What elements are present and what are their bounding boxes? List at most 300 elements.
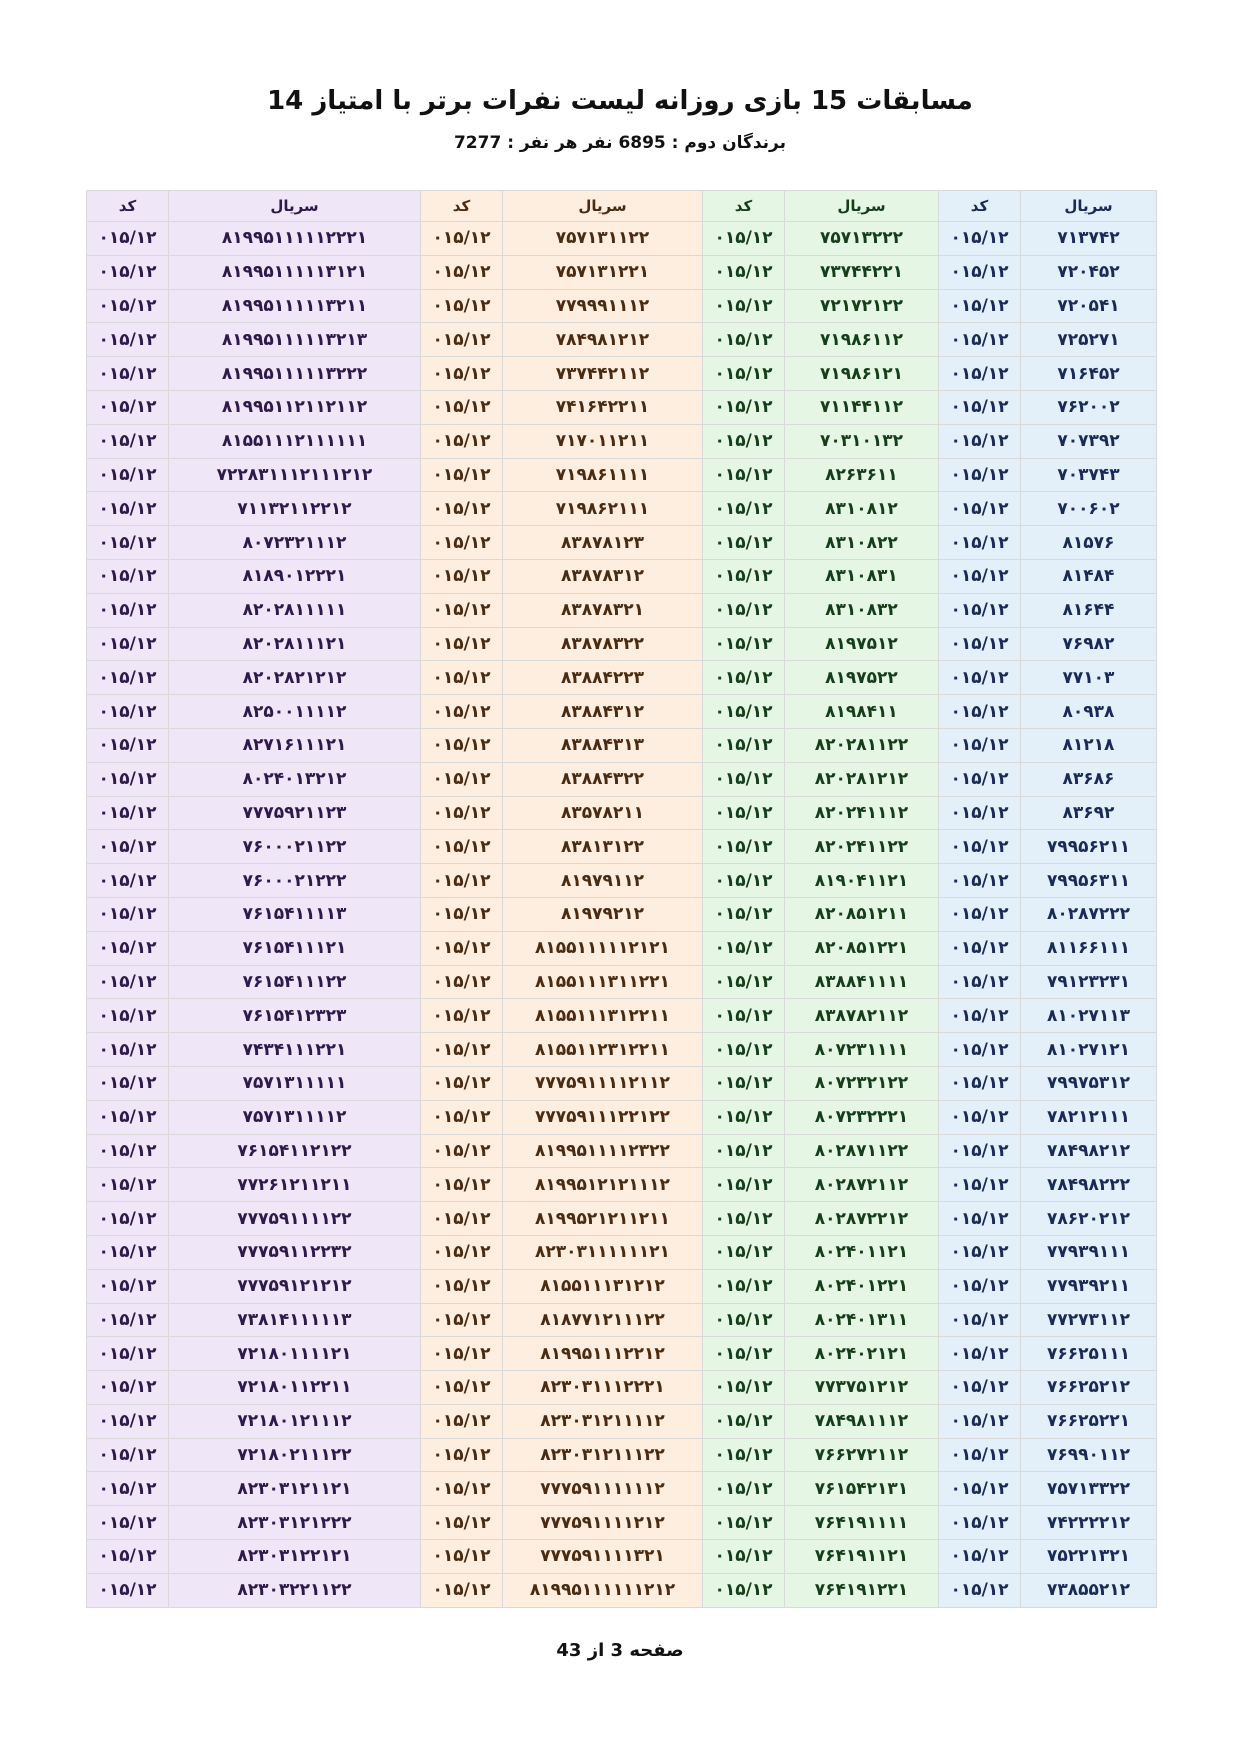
serial-cell: ۷۰۳۷۴۳ bbox=[1021, 458, 1157, 492]
code-cell: ۰۱۵/۱۲ bbox=[87, 357, 169, 391]
table-row bbox=[87, 1506, 1157, 1540]
code-cell: ۰۱۵/۱۲ bbox=[703, 661, 785, 695]
code-cell: ۰۱۵/۱۲ bbox=[421, 526, 503, 560]
code-cell: ۰۱۵/۱۲ bbox=[87, 458, 169, 492]
table-row bbox=[87, 390, 1157, 424]
serial-cell: ۸۳۸۸۴۲۲۳ bbox=[503, 661, 703, 695]
code-cell: ۰۱۵/۱۲ bbox=[421, 1202, 503, 1236]
code-cell: ۰۱۵/۱۲ bbox=[939, 559, 1021, 593]
serial-cell: ۸۰۲۴۰۱۱۲۱ bbox=[785, 1235, 939, 1269]
serial-cell: ۸۱۹۹۵۱۱۲۱۱۲۱۱۲ bbox=[169, 390, 421, 424]
table-row bbox=[87, 965, 1157, 999]
page-number: صفحه 3 از 43 bbox=[556, 1640, 684, 1661]
table-row bbox=[87, 1438, 1157, 1472]
serial-cell: ۸۱۵۷۶ bbox=[1021, 526, 1157, 560]
code-cell: ۰۱۵/۱۲ bbox=[703, 931, 785, 965]
serial-cell: ۷۲۰۵۴۱ bbox=[1021, 289, 1157, 323]
serial-cell: ۸۱۸۹۰۱۲۲۲۱ bbox=[169, 559, 421, 593]
serial-cell: ۷۲۲۸۳۱۱۱۲۱۱۱۲۱۲ bbox=[169, 458, 421, 492]
serial-cell: ۸۳۸۸۴۱۱۱۱ bbox=[785, 965, 939, 999]
code-cell: ۰۱۵/۱۲ bbox=[703, 1404, 785, 1438]
code-cell: ۰۱۵/۱۲ bbox=[87, 1134, 169, 1168]
code-cell: ۰۱۵/۱۲ bbox=[939, 323, 1021, 357]
table-row bbox=[87, 357, 1157, 391]
table-row bbox=[87, 1066, 1157, 1100]
code-cell: ۰۱۵/۱۲ bbox=[421, 796, 503, 830]
serial-cell: ۸۳۶۸۶ bbox=[1021, 762, 1157, 796]
code-cell: ۰۱۵/۱۲ bbox=[87, 830, 169, 864]
code-cell: ۰۱۵/۱۲ bbox=[939, 1438, 1021, 1472]
code-cell: ۰۱۵/۱۲ bbox=[703, 1100, 785, 1134]
code-cell: ۰۱۵/۱۲ bbox=[939, 1033, 1021, 1067]
serial-cell: ۸۲۳۰۳۱۲۱۱۲۱ bbox=[169, 1472, 421, 1506]
code-cell: ۰۱۵/۱۲ bbox=[703, 1168, 785, 1202]
code-cell: ۰۱۵/۱۲ bbox=[703, 593, 785, 627]
column-header-serial: سریال bbox=[785, 191, 939, 222]
code-cell: ۰۱۵/۱۲ bbox=[87, 796, 169, 830]
serial-cell: ۸۰۲۴۰۱۳۱۱ bbox=[785, 1303, 939, 1337]
serial-cell: ۷۴۱۶۴۲۲۱۱ bbox=[503, 390, 703, 424]
serial-cell: ۷۸۲۱۲۱۱۱ bbox=[1021, 1100, 1157, 1134]
serial-cell: ۸۳۵۷۸۲۱۱ bbox=[503, 796, 703, 830]
serial-cell: ۸۳۸۷۸۳۲۲ bbox=[503, 627, 703, 661]
code-cell: ۰۱۵/۱۲ bbox=[421, 864, 503, 898]
serial-cell: ۸۳۸۸۴۳۱۳ bbox=[503, 728, 703, 762]
code-cell: ۰۱۵/۱۲ bbox=[421, 390, 503, 424]
code-cell: ۰۱۵/۱۲ bbox=[703, 255, 785, 289]
table-row bbox=[87, 897, 1157, 931]
code-cell: ۰۱۵/۱۲ bbox=[421, 999, 503, 1033]
table-row bbox=[87, 1303, 1157, 1337]
code-cell: ۰۱۵/۱۲ bbox=[421, 424, 503, 458]
table-row bbox=[87, 424, 1157, 458]
code-cell: ۰۱۵/۱۲ bbox=[421, 1506, 503, 1540]
serial-cell: ۸۳۸۷۸۲۱۱۲ bbox=[785, 999, 939, 1033]
serial-cell: ۸۲۰۸۵۱۲۱۱ bbox=[785, 897, 939, 931]
code-cell: ۰۱۵/۱۲ bbox=[421, 1066, 503, 1100]
code-cell: ۰۱۵/۱۲ bbox=[87, 1438, 169, 1472]
serial-cell: ۷۶۴۱۹۱۱۲۱ bbox=[785, 1540, 939, 1574]
code-cell: ۰۱۵/۱۲ bbox=[939, 492, 1021, 526]
serial-cell: ۸۳۱۰۸۳۲ bbox=[785, 593, 939, 627]
serial-cell: ۷۷۷۵۹۱۱۱۱۱۱۲ bbox=[503, 1472, 703, 1506]
code-cell: ۰۱۵/۱۲ bbox=[939, 458, 1021, 492]
serial-cell: ۷۶۹۸۲ bbox=[1021, 627, 1157, 661]
serial-cell: ۸۱۸۷۷۱۲۱۱۱۲۲ bbox=[503, 1303, 703, 1337]
table-row bbox=[87, 559, 1157, 593]
serial-cell: ۷۷۹۳۹۲۱۱ bbox=[1021, 1269, 1157, 1303]
table-row bbox=[87, 1134, 1157, 1168]
table-header-row bbox=[87, 191, 1157, 222]
code-cell: ۰۱۵/۱۲ bbox=[87, 864, 169, 898]
code-cell: ۰۱۵/۱۲ bbox=[87, 728, 169, 762]
serial-cell: ۸۱۹۷۵۱۲ bbox=[785, 627, 939, 661]
serial-cell: ۷۶۶۲۷۲۱۱۲ bbox=[785, 1438, 939, 1472]
table-row bbox=[87, 1033, 1157, 1067]
serial-cell: ۷۲۵۲۷۱ bbox=[1021, 323, 1157, 357]
code-cell: ۰۱۵/۱۲ bbox=[87, 762, 169, 796]
serial-cell: ۸۰۲۴۰۲۱۲۱ bbox=[785, 1337, 939, 1371]
code-cell: ۰۱۵/۱۲ bbox=[87, 1404, 169, 1438]
serial-cell: ۷۶۱۵۴۱۱۱۱۳ bbox=[169, 897, 421, 931]
table-row bbox=[87, 1269, 1157, 1303]
serial-cell: ۷۶۴۱۹۱۱۱۱ bbox=[785, 1506, 939, 1540]
serial-cell: ۷۱۱۳۲۱۱۲۲۱۲ bbox=[169, 492, 421, 526]
serial-cell: ۸۳۱۰۸۲۲ bbox=[785, 526, 939, 560]
code-cell: ۰۱۵/۱۲ bbox=[703, 222, 785, 256]
serial-cell: ۸۱۹۹۵۱۱۱۱۱۳۲۲۲ bbox=[169, 357, 421, 391]
code-cell: ۰۱۵/۱۲ bbox=[87, 526, 169, 560]
code-cell: ۰۱۵/۱۲ bbox=[939, 1202, 1021, 1236]
code-cell: ۰۱۵/۱۲ bbox=[939, 1371, 1021, 1405]
serial-cell: ۷۱۶۴۵۲ bbox=[1021, 357, 1157, 391]
serial-cell: ۷۷۱۰۳ bbox=[1021, 661, 1157, 695]
code-cell: ۰۱۵/۱۲ bbox=[939, 1303, 1021, 1337]
serial-cell: ۸۲۰۸۵۱۲۲۱ bbox=[785, 931, 939, 965]
code-cell: ۰۱۵/۱۲ bbox=[703, 796, 785, 830]
code-cell: ۰۱۵/۱۲ bbox=[703, 999, 785, 1033]
code-cell: ۰۱۵/۱۲ bbox=[87, 965, 169, 999]
code-cell: ۰۱۵/۱۲ bbox=[939, 1168, 1021, 1202]
code-cell: ۰۱۵/۱۲ bbox=[87, 661, 169, 695]
code-cell: ۰۱۵/۱۲ bbox=[939, 1472, 1021, 1506]
code-cell: ۰۱۵/۱۲ bbox=[421, 1438, 503, 1472]
serial-cell: ۷۷۷۵۹۱۱۱۲۲۱۲۲ bbox=[503, 1100, 703, 1134]
serial-cell: ۷۵۷۱۳۱۱۱۱۱ bbox=[169, 1066, 421, 1100]
serial-cell: ۸۳۱۰۸۱۲ bbox=[785, 492, 939, 526]
serial-cell: ۸۲۰۲۸۱۱۲۲ bbox=[785, 728, 939, 762]
code-cell: ۰۱۵/۱۲ bbox=[87, 1472, 169, 1506]
code-cell: ۰۱۵/۱۲ bbox=[703, 695, 785, 729]
serial-cell: ۸۱۹۷۹۲۱۲ bbox=[503, 897, 703, 931]
code-cell: ۰۱۵/۱۲ bbox=[87, 559, 169, 593]
code-cell: ۰۱۵/۱۲ bbox=[703, 390, 785, 424]
table-row bbox=[87, 1573, 1157, 1607]
serial-cell: ۷۷۲۶۱۲۱۱۲۱۱ bbox=[169, 1168, 421, 1202]
serial-cell: ۷۷۷۵۹۱۱۱۱۳۲۱ bbox=[503, 1540, 703, 1574]
serial-cell: ۸۲۰۲۸۱۱۱۲۱ bbox=[169, 627, 421, 661]
serial-cell: ۷۵۲۲۱۳۲۱ bbox=[1021, 1540, 1157, 1574]
serial-cell: ۷۵۷۱۳۲۲۲ bbox=[785, 222, 939, 256]
table-row bbox=[87, 796, 1157, 830]
serial-cell: ۸۲۳۰۳۱۲۱۲۲۲ bbox=[169, 1506, 421, 1540]
code-cell: ۰۱۵/۱۲ bbox=[87, 1269, 169, 1303]
serial-cell: ۸۲۵۰۰۱۱۱۱۲ bbox=[169, 695, 421, 729]
serial-cell: ۸۳۸۷۸۱۲۳ bbox=[503, 526, 703, 560]
code-cell: ۰۱۵/۱۲ bbox=[421, 492, 503, 526]
serial-cell: ۸۲۰۲۴۱۱۱۲ bbox=[785, 796, 939, 830]
serial-cell: ۷۶۱۵۴۱۱۲۱۲۲ bbox=[169, 1134, 421, 1168]
code-cell: ۰۱۵/۱۲ bbox=[421, 289, 503, 323]
table-row bbox=[87, 1168, 1157, 1202]
serial-cell: ۷۹۹۷۵۳۱۲ bbox=[1021, 1066, 1157, 1100]
code-cell: ۰۱۵/۱۲ bbox=[421, 1269, 503, 1303]
serial-cell: ۷۵۷۱۳۱۱۱۱۲ bbox=[169, 1100, 421, 1134]
page-subtitle: برندگان دوم : 6895 نفر هر نفر : 7277 bbox=[453, 133, 787, 153]
serial-cell: ۷۷۷۵۹۱۱۱۱۲۲ bbox=[169, 1202, 421, 1236]
table-row bbox=[87, 1472, 1157, 1506]
table-body bbox=[87, 222, 1157, 1608]
serial-cell: ۸۰۷۲۳۲۱۱۱۲ bbox=[169, 526, 421, 560]
serial-cell: ۸۰۷۲۳۲۱۲۲ bbox=[785, 1066, 939, 1100]
table-row bbox=[87, 1404, 1157, 1438]
serial-cell: ۷۰۳۱۰۱۳۲ bbox=[785, 424, 939, 458]
code-cell: ۰۱۵/۱۲ bbox=[703, 526, 785, 560]
code-cell: ۰۱۵/۱۲ bbox=[421, 255, 503, 289]
serial-cell: ۷۳۷۴۴۲۲۱ bbox=[785, 255, 939, 289]
serial-cell: ۸۰۲۸۷۲۲۱۲ bbox=[785, 1202, 939, 1236]
code-cell: ۰۱۵/۱۲ bbox=[421, 593, 503, 627]
code-cell: ۰۱۵/۱۲ bbox=[939, 897, 1021, 931]
code-cell: ۰۱۵/۱۲ bbox=[421, 323, 503, 357]
serial-cell: ۷۵۷۱۳۱۲۲۱ bbox=[503, 255, 703, 289]
serial-cell: ۸۰۷۲۳۱۱۱۱ bbox=[785, 1033, 939, 1067]
code-cell: ۰۱۵/۱۲ bbox=[421, 1134, 503, 1168]
code-cell: ۰۱۵/۱۲ bbox=[87, 999, 169, 1033]
serial-cell: ۸۱۹۷۹۱۱۲ bbox=[503, 864, 703, 898]
table-row bbox=[87, 1337, 1157, 1371]
code-cell: ۰۱۵/۱۲ bbox=[421, 458, 503, 492]
serial-cell: ۷۶۱۵۴۱۱۱۲۲ bbox=[169, 965, 421, 999]
code-cell: ۰۱۵/۱۲ bbox=[421, 1235, 503, 1269]
serial-cell: ۸۲۳۰۳۱۱۱۲۲۲۱ bbox=[503, 1371, 703, 1405]
code-cell: ۰۱۵/۱۲ bbox=[939, 1269, 1021, 1303]
serial-cell: ۸۱۹۹۵۲۱۲۱۱۲۱۱ bbox=[503, 1202, 703, 1236]
code-cell: ۰۱۵/۱۲ bbox=[87, 1303, 169, 1337]
page-title: مسابقات 15 بازی روزانه لیست نفرات برتر با امتیاز 14 bbox=[267, 86, 973, 116]
serial-cell: ۸۳۸۱۳۱۲۲ bbox=[503, 830, 703, 864]
code-cell: ۰۱۵/۱۲ bbox=[703, 1303, 785, 1337]
serial-cell: ۷۶۶۲۵۱۱۱ bbox=[1021, 1337, 1157, 1371]
serial-cell: ۷۲۰۴۵۲ bbox=[1021, 255, 1157, 289]
serial-cell: ۷۶۶۲۵۲۲۱ bbox=[1021, 1404, 1157, 1438]
serial-cell: ۸۳۱۰۸۳۱ bbox=[785, 559, 939, 593]
serial-cell: ۸۲۰۲۸۲۱۲۱۲ bbox=[169, 661, 421, 695]
serial-cell: ۸۱۹۹۵۱۱۱۲۲۱۲ bbox=[503, 1337, 703, 1371]
serial-cell: ۷۷۹۳۹۱۱۱ bbox=[1021, 1235, 1157, 1269]
code-cell: ۰۱۵/۱۲ bbox=[939, 390, 1021, 424]
column-header-serial: سریال bbox=[1021, 191, 1157, 222]
code-cell: ۰۱۵/۱۲ bbox=[421, 357, 503, 391]
code-cell: ۰۱۵/۱۲ bbox=[421, 222, 503, 256]
code-cell: ۰۱۵/۱۲ bbox=[87, 255, 169, 289]
serial-cell: ۸۱۹۹۵۱۱۱۱۱۳۲۱۳ bbox=[169, 323, 421, 357]
code-cell: ۰۱۵/۱۲ bbox=[939, 661, 1021, 695]
code-cell: ۰۱۵/۱۲ bbox=[703, 1540, 785, 1574]
code-cell: ۰۱۵/۱۲ bbox=[939, 864, 1021, 898]
code-cell: ۰۱۵/۱۲ bbox=[421, 1371, 503, 1405]
code-cell: ۰۱۵/۱۲ bbox=[421, 1472, 503, 1506]
code-cell: ۰۱۵/۱۲ bbox=[421, 830, 503, 864]
column-header-code: کد bbox=[421, 191, 503, 222]
code-cell: ۰۱۵/۱۲ bbox=[421, 931, 503, 965]
serial-cell: ۸۳۸۸۴۳۱۲ bbox=[503, 695, 703, 729]
code-cell: ۰۱۵/۱۲ bbox=[421, 1404, 503, 1438]
code-cell: ۰۱۵/۱۲ bbox=[703, 1033, 785, 1067]
code-cell: ۰۱۵/۱۲ bbox=[939, 762, 1021, 796]
serial-cell: ۷۶۱۵۴۲۱۳۱ bbox=[785, 1472, 939, 1506]
serial-cell: ۸۲۳۰۳۱۱۱۱۱۱۲۱ bbox=[503, 1235, 703, 1269]
code-cell: ۰۱۵/۱۲ bbox=[703, 1506, 785, 1540]
code-cell: ۰۱۵/۱۲ bbox=[87, 627, 169, 661]
code-cell: ۰۱۵/۱۲ bbox=[939, 1337, 1021, 1371]
code-cell: ۰۱۵/۱۲ bbox=[939, 1404, 1021, 1438]
serial-cell: ۷۱۹۸۶۱۱۲ bbox=[785, 323, 939, 357]
table-row bbox=[87, 931, 1157, 965]
serial-cell: ۸۲۳۰۳۱۲۱۱۱۱۲ bbox=[503, 1404, 703, 1438]
code-cell: ۰۱۵/۱۲ bbox=[939, 357, 1021, 391]
column-header-serial: سریال bbox=[169, 191, 421, 222]
serial-cell: ۷۷۷۵۹۲۱۱۲۳ bbox=[169, 796, 421, 830]
code-cell: ۰۱۵/۱۲ bbox=[421, 762, 503, 796]
code-cell: ۰۱۵/۱۲ bbox=[421, 1337, 503, 1371]
serial-cell: ۷۰۷۳۹۲ bbox=[1021, 424, 1157, 458]
serial-cell: ۸۱۱۶۶۱۱۱ bbox=[1021, 931, 1157, 965]
serial-cell: ۸۱۹۹۵۱۱۱۱۱۱۲۱۲ bbox=[503, 1573, 703, 1607]
serial-cell: ۸۱۹۹۵۱۱۱۱۱۲۲۲۱ bbox=[169, 222, 421, 256]
serial-cell: ۷۷۳۷۵۱۲۱۲ bbox=[785, 1371, 939, 1405]
code-cell: ۰۱۵/۱۲ bbox=[421, 1168, 503, 1202]
code-cell: ۰۱۵/۱۲ bbox=[939, 695, 1021, 729]
code-cell: ۰۱۵/۱۲ bbox=[87, 695, 169, 729]
serial-cell: ۷۳۷۴۴۲۱۱۲ bbox=[503, 357, 703, 391]
table-row bbox=[87, 695, 1157, 729]
serial-cell: ۸۰۲۸۷۲۱۱۲ bbox=[785, 1168, 939, 1202]
serial-cell: ۸۱۵۵۱۱۱۲۱۱۱۱۱۱ bbox=[169, 424, 421, 458]
serial-cell: ۸۲۳۰۳۱۲۲۱۲۱ bbox=[169, 1540, 421, 1574]
code-cell: ۰۱۵/۱۲ bbox=[87, 289, 169, 323]
code-cell: ۰۱۵/۱۲ bbox=[939, 1540, 1021, 1574]
code-cell: ۰۱۵/۱۲ bbox=[703, 1573, 785, 1607]
serial-cell: ۷۷۷۵۹۱۱۲۲۳۲ bbox=[169, 1235, 421, 1269]
code-cell: ۰۱۵/۱۲ bbox=[703, 424, 785, 458]
table-row bbox=[87, 661, 1157, 695]
code-cell: ۰۱۵/۱۲ bbox=[87, 1066, 169, 1100]
serial-cell: ۸۱۵۵۱۱۱۳۱۱۲۲۱ bbox=[503, 965, 703, 999]
table-row bbox=[87, 1202, 1157, 1236]
code-cell: ۰۱۵/۱۲ bbox=[939, 1506, 1021, 1540]
serial-cell: ۷۹۱۲۳۲۳۱ bbox=[1021, 965, 1157, 999]
column-header-code: کد bbox=[939, 191, 1021, 222]
serial-cell: ۸۱۶۴۴ bbox=[1021, 593, 1157, 627]
code-cell: ۰۱۵/۱۲ bbox=[939, 222, 1021, 256]
serial-cell: ۸۰۲۸۷۲۲۲ bbox=[1021, 897, 1157, 931]
table-row bbox=[87, 492, 1157, 526]
serial-cell: ۸۲۳۰۳۱۲۱۱۱۲۲ bbox=[503, 1438, 703, 1472]
code-cell: ۰۱۵/۱۲ bbox=[703, 728, 785, 762]
serial-cell: ۸۰۹۳۸ bbox=[1021, 695, 1157, 729]
code-cell: ۰۱۵/۱۲ bbox=[87, 931, 169, 965]
code-cell: ۰۱۵/۱۲ bbox=[703, 1235, 785, 1269]
code-cell: ۰۱۵/۱۲ bbox=[421, 1573, 503, 1607]
serial-cell: ۷۸۴۹۸۲۲۲ bbox=[1021, 1168, 1157, 1202]
code-cell: ۰۱۵/۱۲ bbox=[939, 1100, 1021, 1134]
code-cell: ۰۱۵/۱۲ bbox=[87, 424, 169, 458]
code-cell: ۰۱۵/۱۲ bbox=[421, 965, 503, 999]
serial-cell: ۷۶۲۰۰۲ bbox=[1021, 390, 1157, 424]
table-row bbox=[87, 830, 1157, 864]
serial-cell: ۸۲۳۰۳۲۲۱۱۲۲ bbox=[169, 1573, 421, 1607]
code-cell: ۰۱۵/۱۲ bbox=[703, 357, 785, 391]
serial-cell: ۷۶۹۹۰۱۱۲ bbox=[1021, 1438, 1157, 1472]
serial-cell: ۸۲۰۲۸۱۲۱۲ bbox=[785, 762, 939, 796]
serial-cell: ۷۶۱۵۴۱۱۱۲۱ bbox=[169, 931, 421, 965]
serial-cell: ۷۲۱۸۰۲۱۱۱۲۲ bbox=[169, 1438, 421, 1472]
code-cell: ۰۱۵/۱۲ bbox=[703, 1438, 785, 1472]
code-cell: ۰۱۵/۱۲ bbox=[939, 1573, 1021, 1607]
serial-cell: ۷۸۴۹۸۲۱۲ bbox=[1021, 1134, 1157, 1168]
code-cell: ۰۱۵/۱۲ bbox=[703, 1269, 785, 1303]
serial-cell: ۷۷۷۵۹۱۱۱۱۲۱۲ bbox=[503, 1506, 703, 1540]
serial-cell: ۷۲۱۸۰۱۱۱۱۲۱ bbox=[169, 1337, 421, 1371]
code-cell: ۰۱۵/۱۲ bbox=[421, 695, 503, 729]
code-cell: ۰۱۵/۱۲ bbox=[939, 424, 1021, 458]
table-row bbox=[87, 323, 1157, 357]
table-row bbox=[87, 728, 1157, 762]
serial-cell: ۸۳۸۷۸۳۱۲ bbox=[503, 559, 703, 593]
serial-cell: ۸۰۲۸۷۱۱۲۲ bbox=[785, 1134, 939, 1168]
code-cell: ۰۱۵/۱۲ bbox=[87, 1100, 169, 1134]
serial-cell: ۸۲۰۲۸۱۱۱۱۱ bbox=[169, 593, 421, 627]
serial-cell: ۸۱۵۵۱۱۱۱۱۲۱۲۱ bbox=[503, 931, 703, 965]
code-cell: ۰۱۵/۱۲ bbox=[703, 492, 785, 526]
serial-cell: ۷۹۹۵۶۲۱۱ bbox=[1021, 830, 1157, 864]
code-cell: ۰۱۵/۱۲ bbox=[703, 864, 785, 898]
code-cell: ۰۱۵/۱۲ bbox=[87, 1235, 169, 1269]
serial-cell: ۸۱۴۸۴ bbox=[1021, 559, 1157, 593]
table-row bbox=[87, 1371, 1157, 1405]
code-cell: ۰۱۵/۱۲ bbox=[939, 255, 1021, 289]
serial-cell: ۸۱۹۷۵۲۲ bbox=[785, 661, 939, 695]
code-cell: ۰۱۵/۱۲ bbox=[939, 1066, 1021, 1100]
code-cell: ۰۱۵/۱۲ bbox=[87, 1540, 169, 1574]
table-row bbox=[87, 999, 1157, 1033]
serial-cell: ۷۲۱۷۲۱۲۲ bbox=[785, 289, 939, 323]
code-cell: ۰۱۵/۱۲ bbox=[703, 458, 785, 492]
serial-cell: ۷۱۹۸۶۱۲۱ bbox=[785, 357, 939, 391]
code-cell: ۰۱۵/۱۲ bbox=[421, 1303, 503, 1337]
serial-cell: ۷۱۹۸۶۱۱۱۱ bbox=[503, 458, 703, 492]
serial-cell: ۸۱۹۹۵۱۱۱۱۲۳۲۲ bbox=[503, 1134, 703, 1168]
table-row bbox=[87, 762, 1157, 796]
serial-cell: ۷۸۴۹۸۱۱۱۲ bbox=[785, 1404, 939, 1438]
code-cell: ۰۱۵/۱۲ bbox=[421, 728, 503, 762]
serial-cell: ۸۱۹۹۵۱۱۱۱۱۳۲۱۱ bbox=[169, 289, 421, 323]
code-cell: ۰۱۵/۱۲ bbox=[703, 1337, 785, 1371]
serial-cell: ۷۱۹۸۶۲۱۱۱ bbox=[503, 492, 703, 526]
serial-cell: ۷۶۰۰۰۲۱۲۲۲ bbox=[169, 864, 421, 898]
table-row bbox=[87, 1235, 1157, 1269]
serial-cell: ۸۰۲۴۰۱۲۲۱ bbox=[785, 1269, 939, 1303]
code-cell: ۰۱۵/۱۲ bbox=[87, 390, 169, 424]
serial-cell: ۸۱۲۱۸ bbox=[1021, 728, 1157, 762]
serial-cell: ۸۱۵۵۱۱۱۳۱۲۲۱۱ bbox=[503, 999, 703, 1033]
serial-cell: ۸۲۶۳۶۱۱ bbox=[785, 458, 939, 492]
table-row bbox=[87, 864, 1157, 898]
serial-cell: ۷۱۱۴۴۱۱۲ bbox=[785, 390, 939, 424]
code-cell: ۰۱۵/۱۲ bbox=[421, 559, 503, 593]
code-cell: ۰۱۵/۱۲ bbox=[939, 999, 1021, 1033]
serial-cell: ۷۱۳۷۴۲ bbox=[1021, 222, 1157, 256]
code-cell: ۰۱۵/۱۲ bbox=[421, 897, 503, 931]
serial-cell: ۸۳۸۷۸۳۲۱ bbox=[503, 593, 703, 627]
serial-cell: ۷۶۱۵۴۱۲۳۲۳ bbox=[169, 999, 421, 1033]
code-cell: ۰۱۵/۱۲ bbox=[939, 796, 1021, 830]
serial-cell: ۸۰۲۴۰۱۳۲۱۲ bbox=[169, 762, 421, 796]
code-cell: ۰۱۵/۱۲ bbox=[703, 627, 785, 661]
serial-cell: ۷۵۷۱۳۱۱۲۲ bbox=[503, 222, 703, 256]
code-cell: ۰۱۵/۱۲ bbox=[87, 1371, 169, 1405]
